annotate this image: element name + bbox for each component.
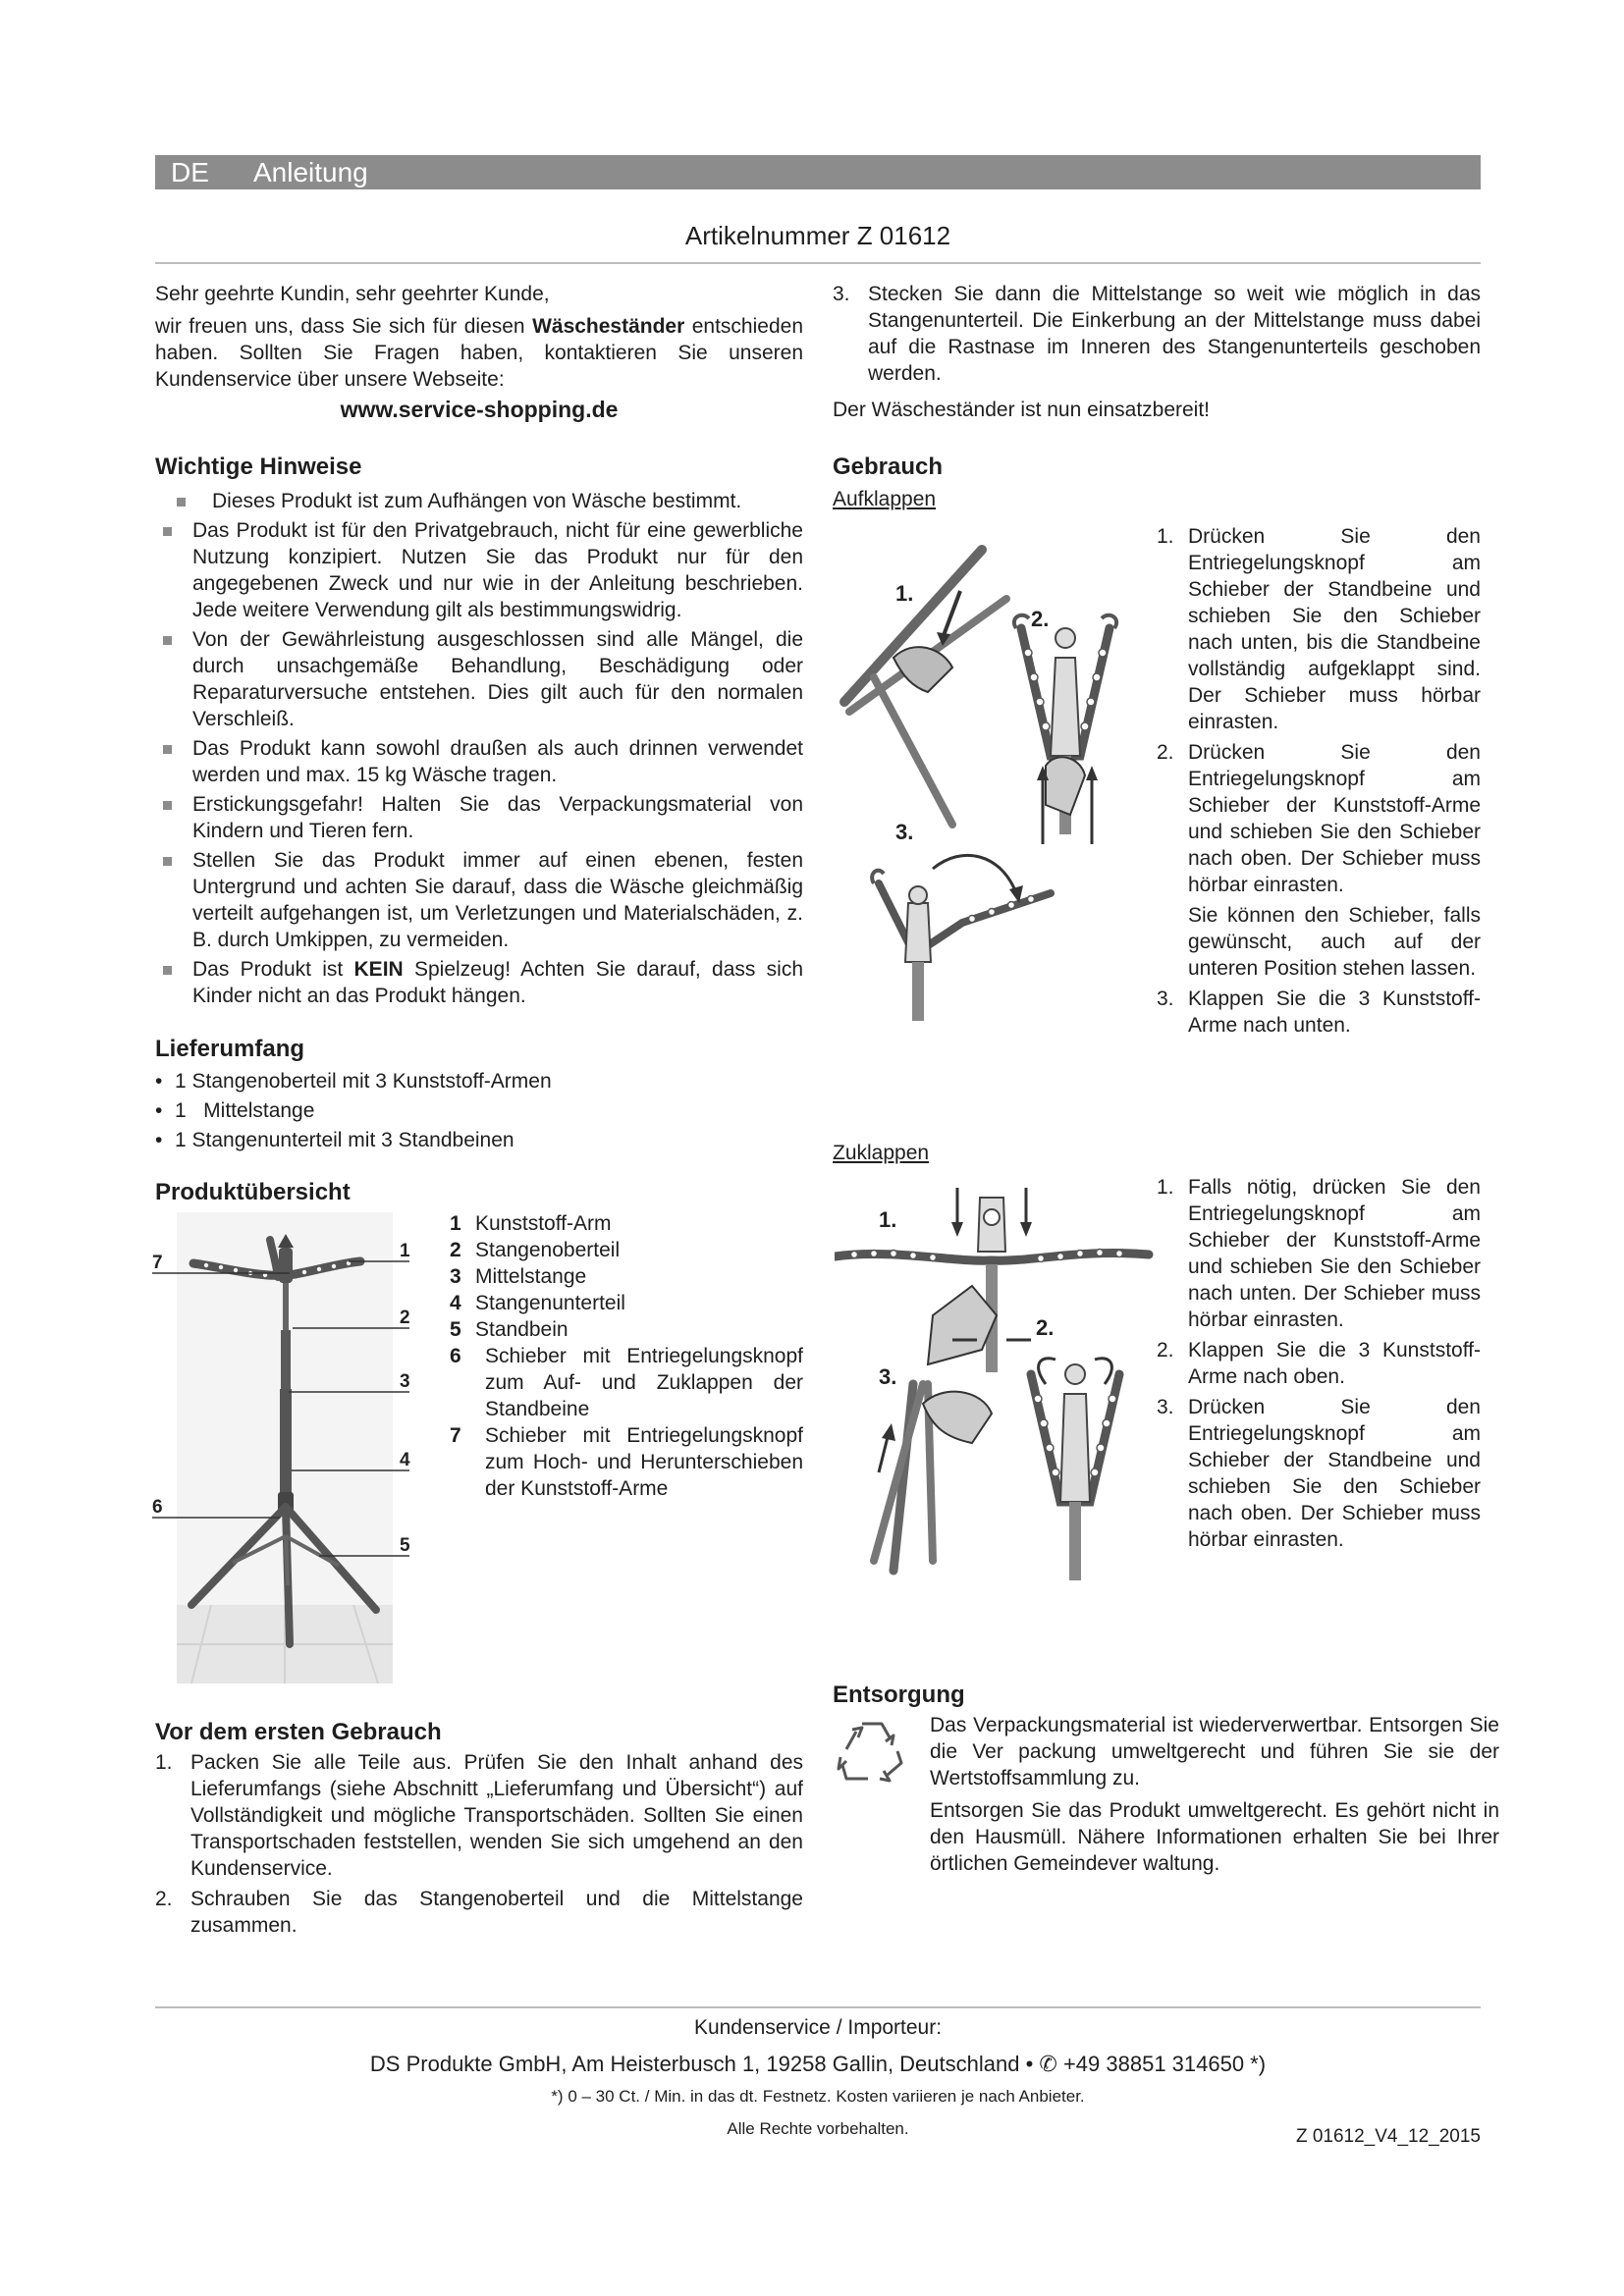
step-text: Packen Sie alle Teile aus. Prüfen Sie den Inhalt anhand des Lieferumfangs (siehe Abschnitt „Lieferumfang und Übersicht“) auf Vollständigkeit und mögliche Transportschäden. Sollten Sie einen Transportschaden feststellen, wenden Sie sich umgehend an den Kundenservice. [190,1751,803,1880]
step-number: 3. [833,283,850,305]
step-item [1157,739,1481,898]
callout-4: 4 [400,1450,410,1470]
list-item: • 1 Mittelstange [155,1097,803,1124]
lower-rod-part [280,1389,292,1497]
last-item-a: Das Produkt ist [192,958,354,981]
list-item: Das Produkt ist für den Privatgebrauch, nicht für eine gewerbliche Nutzung konzipiert. Nutzen Sie das Produkt nur für den angegebenen Zweck und nur wie in der Anleitung beschrieben. Jede weitere Verwendung gilt als bestimmungswidrig. [155,517,803,623]
header-divider [155,262,1481,264]
footer-cost-note: *) 0 – 30 Ct. / Min. in das dt. Festnetz. Kosten variieren je nach Anbieter. [551,2087,1085,2106]
list-item [155,956,803,1009]
intro-text-b: entschieden haben. Sollten Sie Fragen haben, kontaktieren Sie unseren Kundenservice über unsere Webseite: [155,315,803,391]
list-item [450,1343,803,1422]
item-text: Kunststoff-Arm [475,1212,612,1235]
list-item: Dieses Produkt ist zum Aufhängen von Wäsche bestimmt. [155,488,803,514]
item-text: Stangenoberteil [475,1239,621,1261]
fig-label: 2. [1031,607,1050,631]
list-item [155,1749,803,1882]
item-number: 6 [450,1345,461,1367]
hinweise-list [155,488,803,1009]
footer-rights: Alle Rechte vorbehalten. [727,2119,909,2138]
fig-label: 1. [879,1207,897,1232]
step-text: Stecken Sie dann die Mittelstange so weit wie möglich in das Stangenunterteil. Die Einkerbung an der Mittelstange muss dabei auf die Rastnase im Inneren des Stangenunterteils geschoben werden. [868,283,1481,385]
service-url[interactable]: www.service-shopping.de [340,397,619,422]
step-number: 2. [1157,1339,1174,1362]
zuklappen-steps [1157,1174,1481,1557]
article-number: Artikelnummer Z 01612 [684,221,951,250]
item-text: Schieber mit Entriegelungsknopf zum Hoch- und Herunterschieben der Kunststoff-Arme [485,1424,803,1500]
list-item: Stellen Sie das Produkt immer auf einen ebenen, festen Untergrund und achten Sie darauf, dass die Wäsche gleichmäßig verteilt aufgehangen ist, um Verletzungen und Materialschäden, z. B. durch Umkippen, zu vermeiden. [155,847,803,953]
item-text: Standbein [475,1318,568,1341]
list-item [450,1422,803,1502]
list-item [155,1886,803,1939]
list-item: Das Produkt kann sowohl draußen als auch drinnen verwendet werden und max. 15 kg Wäsche tragen. [155,735,803,788]
vor-gebrauch-title: Vor dem ersten Gebrauch [155,1719,442,1745]
step3-list [833,281,1481,387]
product-overview-figure [152,1212,417,1683]
item-number: 3 [450,1265,461,1288]
step-number: 1. [1157,1176,1174,1199]
item-text: Stangenunterteil [475,1292,625,1314]
list-item [450,1290,803,1316]
uebersicht-list [450,1210,803,1502]
item-number: 7 [450,1424,461,1447]
callout-6: 6 [152,1497,163,1518]
uebersicht-heading: Produktübersicht [155,1179,351,1205]
list-item [833,281,1481,387]
callout-5: 5 [400,1535,410,1556]
step-text: Sie können den Schieber, falls gewünscht, auch auf der unteren Position stehen lassen. [1188,904,1481,980]
step-text: Klappen Sie die 3 Kunststoff-Arme nach unten. [1188,988,1481,1037]
list-item: Von der Gewährleistung ausgeschlossen sind alle Mängel, die durch unsachgemäße Behandlung, Beschädigung oder Reparaturversuche entstehen. Dies gilt auch für den normalen Verschleiß. [155,626,803,732]
list-item: • 1 Stangenoberteil mit 3 Kunststoff-Armen [155,1068,803,1095]
zuklappen-figure [835,1178,1159,1590]
vor-gebrauch-section [155,1718,803,1943]
uebersicht-title [155,1178,351,1207]
last-item-b: Spielzeug! Achten Sie darauf, dass sich Kinder nicht an das Produkt hängen. [192,958,803,1007]
step-text: Schrauben Sie das Stangenoberteil und die Mittelstange zusammen. [190,1888,803,1937]
step-text: Falls nötig, drücken Sie den Entriegelungsknopf am Schieber der Kunststoff-Arme und schieben Sie den Schieber nach unten. Der Schieber muss hörbar einrasten. [1188,1176,1481,1331]
gebrauch-title-wrap [833,453,943,512]
callout-3: 3 [400,1371,410,1392]
callout-2: 2 [400,1308,410,1328]
callout-1: 1 [400,1241,410,1261]
hinweise-section [155,453,803,1012]
step-text: Drücken Sie den Entriegelungsknopf am Schieber der Standbeine und schieben Sie den Schieber nach unten, bis die Standbeine vollständig aufgeklappt sind. Der Schieber muss hörbar einrasten. [1188,525,1481,733]
item-text: Schieber mit Entriegelungsknopf zum Auf- und Zuklappen der Standbeine [485,1345,803,1420]
lieferumfang-list [155,1068,803,1153]
list-item [450,1263,803,1290]
step-number: 2. [155,1888,173,1910]
step-item [1157,902,1481,982]
step3-section [833,281,1481,423]
step-text: Drücken Sie den Entriegelungsknopf am Schieber der Standbeine und schieben Sie den Schieber nach oben. Der Schieber muss hörbar einrasten. [1188,1396,1481,1551]
aufklappen-title: Aufklappen [833,488,937,510]
step-number: 1. [155,1751,173,1774]
item-number: 2 [450,1239,461,1261]
vor-gebrauch-steps [155,1749,803,1939]
list-item [450,1237,803,1263]
step-item [1157,986,1481,1039]
upper-rod-part [279,1248,293,1283]
greeting: Sehr geehrte Kundin, sehr geehrter Kunde, [155,283,550,305]
footer-divider [155,2006,1481,2008]
footer-address: DS Produkte GmbH, Am Heisterbusch 1, 19258 Gallin, Deutschland • ✆ +49 38851 314650 *) [369,2052,1267,2076]
step-number: 1. [1157,525,1174,548]
intro-text-bold: Wäscheständer [532,315,685,338]
zuklappen-title-wrap [833,1140,929,1166]
intro-text [155,313,803,393]
zuklappen-title: Zuklappen [833,1142,930,1164]
step-item [1157,523,1481,735]
step-number: 3. [1157,1396,1174,1418]
entsorgung-p1: Das Verpackungsmaterial ist wiederverwertbar. Entsorgen Sie die Ver packung umweltgerecht und führen Sie sie der Wertstoffsammlung zu. [930,1714,1499,1789]
step-item [1157,1394,1481,1553]
list-item [450,1210,803,1237]
entsorgung-p2: Entsorgen Sie das Produkt umweltgerecht. Es gehört nicht in den Hausmüll. Nähere Informationen erhalten Sie bei Ihrer örtlichen Gemeindever waltung. [930,1799,1499,1875]
list-item: • 1 Stangenunterteil mit 3 Standbeinen [155,1127,803,1153]
hinweise-title: Wichtige Hinweise [155,454,362,480]
lieferumfang-section [155,1035,803,1156]
lieferumfang-title: Lieferumfang [155,1036,305,1062]
aufklappen-figure [835,530,1159,1021]
step-text: Klappen Sie die 3 Kunststoff-Arme nach oben. [1188,1339,1481,1388]
header-bar [155,155,1481,189]
item-number: 4 [450,1292,461,1314]
list-item: Erstickungsgefahr! Halten Sie das Verpackungsmaterial von Kindern und Tieren fern. [155,791,803,844]
callout-7: 7 [152,1253,163,1273]
gebrauch-title: Gebrauch [833,454,944,480]
ready-text: Der Wäscheständer ist nun einsatzbereit! [833,399,1211,421]
last-item-bold: KEIN [353,958,404,981]
list-item [450,1316,803,1343]
step-item [1157,1174,1481,1333]
step-item [1157,1337,1481,1390]
item-text: Mittelstange [475,1265,587,1288]
fig-label: 2. [1036,1315,1055,1340]
aufklappen-steps [1157,523,1481,1042]
entsorgung-title: Entsorgung [833,1682,965,1708]
header-title: Anleitung [253,157,368,187]
item-number: 5 [450,1318,461,1341]
entsorgung-title-wrap [833,1681,965,1710]
language-code: DE [171,157,209,187]
fig-label: 3. [895,820,914,844]
recycling-icon [833,1714,911,1792]
item-number: 1 [450,1212,461,1235]
fig-label: 1. [895,581,914,606]
footer-service: Kundenservice / Importeur: [693,2016,943,2039]
step-number: 2. [1157,741,1174,764]
step-number: 3. [1157,988,1174,1010]
version-code: Z 01612_V4_12_2015 [1295,2126,1481,2147]
intro-section [155,281,803,423]
intro-text-a: wir freuen uns, dass Sie sich für diesen [155,315,533,338]
step-text: Drücken Sie den Entriegelungsknopf am Schieber der Kunststoff-Arme und schieben Sie den Schieber nach oben. Der Schieber muss hörbar einrasten. [1188,741,1481,896]
entsorgung-text [930,1712,1499,1877]
fig-label: 3. [879,1364,897,1389]
